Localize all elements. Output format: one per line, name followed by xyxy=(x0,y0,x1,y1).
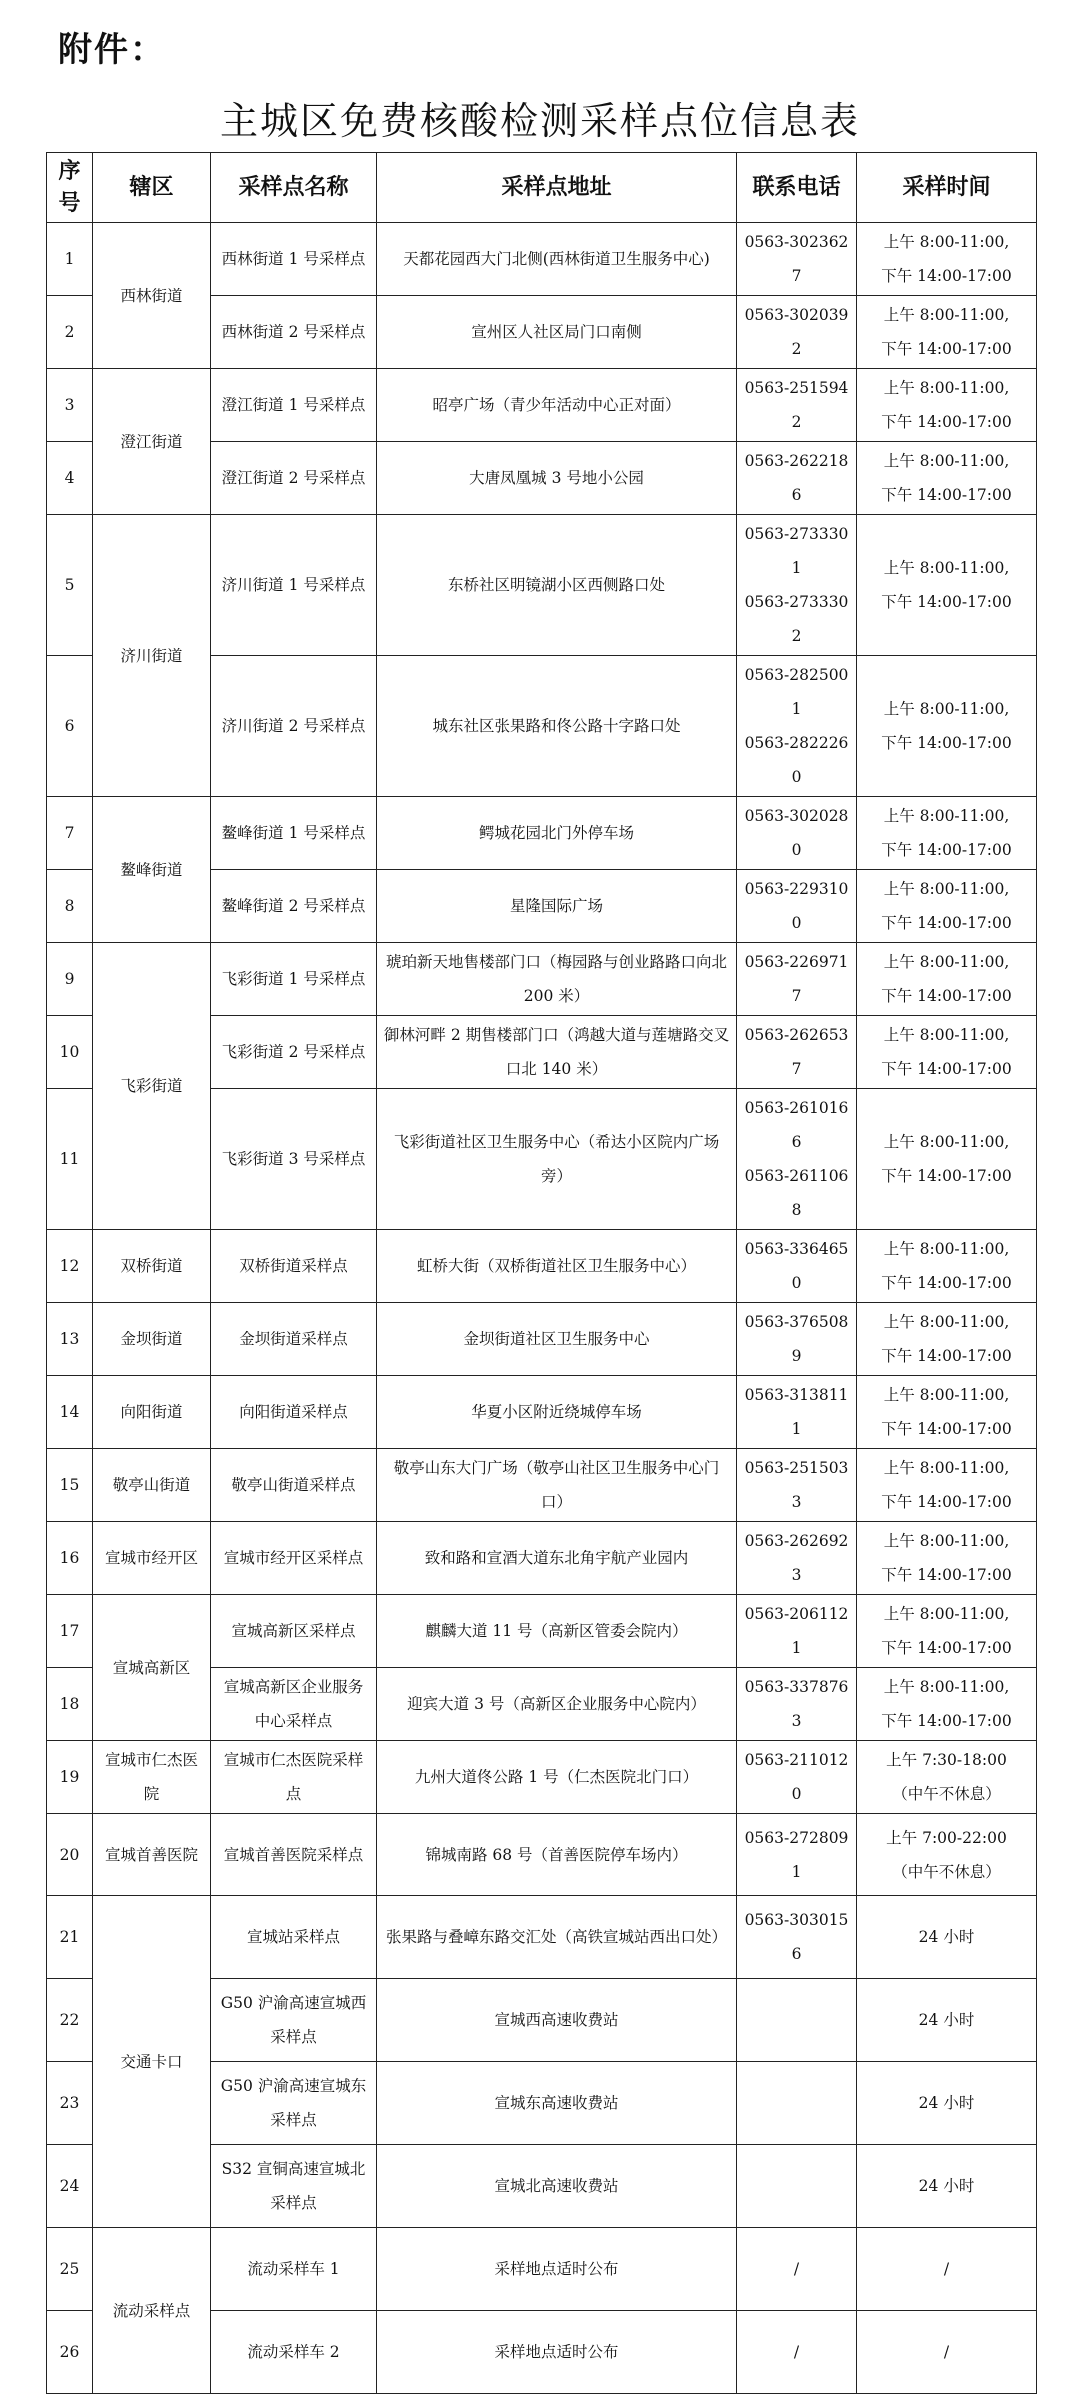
cell-time xyxy=(857,1522,1037,1595)
cell-time xyxy=(857,2311,1037,2394)
table-row xyxy=(47,1376,1037,1449)
phone-line: / xyxy=(793,2260,800,2278)
table-row xyxy=(47,223,1037,296)
cell-address: 琥珀新天地售楼部门口（梅园路与创业路路口向北 200 米） xyxy=(377,943,737,1016)
time-line: 上午 8:00-11:00, xyxy=(883,233,1010,251)
cell-address: 麒麟大道 11 号（高新区管委会院内） xyxy=(377,1595,737,1668)
cell-name: 济川街道 2 号采样点 xyxy=(211,656,377,797)
phone-line: 1 xyxy=(791,1862,802,1881)
cell-name: 宣城高新区采样点 xyxy=(211,1595,377,1668)
cell-seq: 1 xyxy=(47,223,93,296)
time-line: （中午不休息） xyxy=(892,1862,1001,1881)
phone-line: 3 xyxy=(791,1712,802,1730)
cell-name: 双桥街道采样点 xyxy=(211,1230,377,1303)
cell-seq: 3 xyxy=(47,369,93,442)
cell-district: 双桥街道 xyxy=(93,1230,211,1303)
cell-name: 澄江街道 1 号采样点 xyxy=(211,369,377,442)
phone-line: 9 xyxy=(791,1347,802,1365)
cell-time xyxy=(857,223,1037,296)
cell-name: 西林街道 1 号采样点 xyxy=(211,223,377,296)
cell-district: 宣城高新区 xyxy=(93,1595,211,1741)
time-line: （中午不休息） xyxy=(892,1785,1001,1803)
time-line: 上午 8:00-11:00, xyxy=(883,1459,1010,1477)
time-line: 下午 14:00-17:00 xyxy=(881,1712,1012,1730)
phone-line: 7 xyxy=(791,267,802,285)
phone-line: 0 xyxy=(791,768,802,786)
cell-name: 飞彩街道 2 号采样点 xyxy=(211,1016,377,1089)
cell-phone xyxy=(737,1016,857,1089)
time-line: 上午 8:00-11:00, xyxy=(883,807,1010,825)
cell-district: 宣城市仁杰医院 xyxy=(93,1741,211,1814)
time-line: 上午 7:30-18:00 xyxy=(886,1751,1007,1769)
cell-name: G50 沪渝高速宣城东采样点 xyxy=(211,2062,377,2145)
header-time: 采样时间 xyxy=(857,153,1037,223)
time-line: 上午 8:00-11:00, xyxy=(883,452,1010,470)
cell-phone xyxy=(737,943,857,1016)
phone-line: 0563-302028 xyxy=(744,807,849,825)
phone-line: 0563-251503 xyxy=(744,1459,849,1477)
time-line: 上午 8:00-11:00, xyxy=(883,1133,1010,1151)
phone-line: 7 xyxy=(791,1060,802,1078)
time-line: 下午 14:00-17:00 xyxy=(881,1566,1012,1584)
phone-line: 1 xyxy=(791,1420,802,1438)
time-line: 上午 8:00-11:00, xyxy=(883,379,1010,397)
cell-address: 天都花园西大门北侧(西林街道卫生服务中心) xyxy=(377,223,737,296)
cell-time xyxy=(857,1303,1037,1376)
cell-time xyxy=(857,2062,1037,2145)
cell-name: 飞彩街道 3 号采样点 xyxy=(211,1089,377,1230)
time-line: 下午 14:00-17:00 xyxy=(881,914,1012,932)
cell-name: 鳌峰街道 2 号采样点 xyxy=(211,870,377,943)
cell-phone xyxy=(737,369,857,442)
cell-address: 采样地点适时公布 xyxy=(377,2311,737,2394)
time-line: 下午 14:00-17:00 xyxy=(881,340,1012,358)
phone-line: 2 xyxy=(791,413,802,431)
table-row xyxy=(47,369,1037,442)
phone-line: 0563-272809 xyxy=(744,1828,849,1847)
time-line: 下午 14:00-17:00 xyxy=(881,1274,1012,1292)
cell-phone xyxy=(737,515,857,656)
phone-line: 0 xyxy=(791,841,802,859)
cell-seq: 23 xyxy=(47,2062,93,2145)
time-line: 下午 14:00-17:00 xyxy=(881,1060,1012,1078)
cell-address: 致和路和宣酒大道东北角宇航产业园内 xyxy=(377,1522,737,1595)
phone-line: 6 xyxy=(791,1945,802,1963)
time-line: / xyxy=(943,2343,950,2361)
table-row xyxy=(47,1814,1037,1896)
cell-address: 宣城西高速收费站 xyxy=(377,1979,737,2062)
cell-address: 采样地点适时公布 xyxy=(377,2228,737,2311)
cell-phone xyxy=(737,1089,857,1230)
cell-seq: 7 xyxy=(47,797,93,870)
cell-seq: 12 xyxy=(47,1230,93,1303)
header-seq: 序号 xyxy=(47,153,93,223)
cell-phone xyxy=(737,797,857,870)
cell-name: 流动采样车 1 xyxy=(211,2228,377,2311)
table-header-row xyxy=(47,153,1037,223)
phone-line: / xyxy=(793,2343,800,2361)
cell-address: 鳄城花园北门外停车场 xyxy=(377,797,737,870)
cell-district: 宣城首善医院 xyxy=(93,1814,211,1896)
cell-district: 澄江街道 xyxy=(93,369,211,515)
time-line: 上午 8:00-11:00, xyxy=(883,1026,1010,1044)
phone-line: 0563-273330 xyxy=(744,593,849,611)
cell-seq: 26 xyxy=(47,2311,93,2394)
cell-district: 流动采样点 xyxy=(93,2228,211,2394)
cell-name: 宣城市仁杰医院采样点 xyxy=(211,1741,377,1814)
cell-seq: 17 xyxy=(47,1595,93,1668)
cell-time xyxy=(857,1376,1037,1449)
cell-district: 飞彩街道 xyxy=(93,943,211,1230)
cell-name: 向阳街道采样点 xyxy=(211,1376,377,1449)
time-line: 下午 14:00-17:00 xyxy=(881,267,1012,285)
time-line: 下午 14:00-17:00 xyxy=(881,593,1012,611)
cell-district: 向阳街道 xyxy=(93,1376,211,1449)
phone-line: 1 xyxy=(791,1639,802,1657)
time-line: 24 小时 xyxy=(918,2177,975,2195)
phone-line: 0563-226971 xyxy=(744,953,849,971)
cell-seq: 18 xyxy=(47,1668,93,1741)
time-line: 下午 14:00-17:00 xyxy=(881,1167,1012,1185)
cell-address: 华夏小区附近绕城停车场 xyxy=(377,1376,737,1449)
cell-phone xyxy=(737,1595,857,1668)
phone-line: 6 xyxy=(791,1133,802,1151)
table-row xyxy=(47,1303,1037,1376)
cell-time xyxy=(857,1230,1037,1303)
phone-line: 0 xyxy=(791,1785,802,1803)
cell-phone xyxy=(737,1376,857,1449)
cell-time xyxy=(857,870,1037,943)
cell-phone xyxy=(737,1741,857,1814)
phone-line: 8 xyxy=(791,1201,802,1219)
phone-line: 0563-262653 xyxy=(744,1026,849,1044)
time-line: 上午 8:00-11:00, xyxy=(883,1240,1010,1258)
cell-address: 宣州区人社区局门口南侧 xyxy=(377,296,737,369)
phone-line: 0563-282226 xyxy=(744,734,849,752)
cell-seq: 5 xyxy=(47,515,93,656)
phone-line: 0563-302362 xyxy=(744,233,849,251)
table-body xyxy=(47,223,1037,2394)
cell-phone xyxy=(737,2311,857,2394)
time-line: 上午 8:00-11:00, xyxy=(883,306,1010,324)
phone-line: 0563-337876 xyxy=(744,1678,849,1696)
time-line: 下午 14:00-17:00 xyxy=(881,1493,1012,1511)
time-line: 下午 14:00-17:00 xyxy=(881,1639,1012,1657)
phone-line: 0563-206112 xyxy=(744,1605,849,1623)
cell-district: 宣城市经开区 xyxy=(93,1522,211,1595)
phone-line: 0563-303015 xyxy=(744,1911,849,1929)
page-title: 主城区免费核酸检测采样点位信息表 xyxy=(219,99,860,143)
cell-address: 敬亭山东大门广场（敬亭山社区卫生服务中心门口） xyxy=(377,1449,737,1522)
cell-phone xyxy=(737,1668,857,1741)
cell-phone xyxy=(737,1896,857,1979)
cell-name: 宣城首善医院采样点 xyxy=(211,1814,377,1896)
time-line: 下午 14:00-17:00 xyxy=(881,1347,1012,1365)
cell-name: 宣城站采样点 xyxy=(211,1896,377,1979)
phone-line: 0563-336465 xyxy=(744,1240,849,1258)
cell-address: 大唐凤凰城 3 号地小公园 xyxy=(377,442,737,515)
cell-time xyxy=(857,656,1037,797)
phone-line: 0563-313811 xyxy=(744,1386,849,1404)
time-line: / xyxy=(943,2260,950,2278)
cell-address: 御林河畔 2 期售楼部门口（鸿越大道与莲塘路交叉口北 140 米） xyxy=(377,1016,737,1089)
cell-name: 敬亭山街道采样点 xyxy=(211,1449,377,1522)
attachment-label: 附件： xyxy=(58,30,166,70)
cell-seq: 11 xyxy=(47,1089,93,1230)
cell-phone xyxy=(737,442,857,515)
cell-time xyxy=(857,943,1037,1016)
table-row xyxy=(47,1741,1037,1814)
cell-address: 迎宾大道 3 号（高新区企业服务中心院内） xyxy=(377,1668,737,1741)
cell-address: 星隆国际广场 xyxy=(377,870,737,943)
cell-phone xyxy=(737,223,857,296)
phone-line: 3 xyxy=(791,1493,802,1511)
time-line: 下午 14:00-17:00 xyxy=(881,841,1012,859)
cell-phone xyxy=(737,1979,857,2062)
cell-phone xyxy=(737,1303,857,1376)
table-row xyxy=(47,1449,1037,1522)
time-line: 24 小时 xyxy=(918,2094,975,2112)
time-line: 24 小时 xyxy=(918,2011,975,2029)
phone-line: 0563-229310 xyxy=(744,880,849,898)
sampling-sites-table xyxy=(46,152,1037,2394)
cell-time xyxy=(857,797,1037,870)
cell-time xyxy=(857,1741,1037,1814)
table-row xyxy=(47,943,1037,1016)
table-row xyxy=(47,2228,1037,2311)
cell-seq: 14 xyxy=(47,1376,93,1449)
phone-line: 7 xyxy=(791,987,802,1005)
cell-name: 宣城市经开区采样点 xyxy=(211,1522,377,1595)
cell-phone xyxy=(737,656,857,797)
cell-address: 锦城南路 68 号（首善医院停车场内） xyxy=(377,1814,737,1896)
time-line: 上午 8:00-11:00, xyxy=(883,880,1010,898)
cell-name: 流动采样车 2 xyxy=(211,2311,377,2394)
cell-seq: 2 xyxy=(47,296,93,369)
phone-line: 3 xyxy=(791,1566,802,1584)
cell-time xyxy=(857,369,1037,442)
cell-district: 交通卡口 xyxy=(93,1896,211,2228)
phone-line: 0563-282500 xyxy=(744,666,849,684)
phone-line: 0563-376508 xyxy=(744,1313,849,1331)
time-line: 上午 8:00-11:00, xyxy=(883,1678,1010,1696)
cell-address: 九州大道佟公路 1 号（仁杰医院北门口） xyxy=(377,1741,737,1814)
time-line: 上午 8:00-11:00, xyxy=(883,1386,1010,1404)
cell-seq: 16 xyxy=(47,1522,93,1595)
cell-seq: 4 xyxy=(47,442,93,515)
cell-time xyxy=(857,1668,1037,1741)
cell-address: 东桥社区明镜湖小区西侧路口处 xyxy=(377,515,737,656)
cell-seq: 10 xyxy=(47,1016,93,1089)
cell-seq: 25 xyxy=(47,2228,93,2311)
cell-time xyxy=(857,442,1037,515)
cell-phone xyxy=(737,1449,857,1522)
time-line: 上午 8:00-11:00, xyxy=(883,559,1010,577)
cell-name: 宣城高新区企业服务中心采样点 xyxy=(211,1668,377,1741)
table-row xyxy=(47,1230,1037,1303)
phone-line: 1 xyxy=(791,559,802,577)
cell-name: 飞彩街道 1 号采样点 xyxy=(211,943,377,1016)
cell-address: 飞彩街道社区卫生服务中心（希达小区院内广场旁） xyxy=(377,1089,737,1230)
phone-line: 0 xyxy=(791,914,802,932)
cell-phone xyxy=(737,2062,857,2145)
cell-seq: 6 xyxy=(47,656,93,797)
cell-time xyxy=(857,1979,1037,2062)
table-row xyxy=(47,1896,1037,1979)
table-row xyxy=(47,1595,1037,1668)
time-line: 上午 7:00-22:00 xyxy=(886,1828,1007,1847)
phone-line: 6 xyxy=(791,486,802,504)
cell-district: 济川街道 xyxy=(93,515,211,797)
cell-seq: 13 xyxy=(47,1303,93,1376)
cell-name: 金坝街道采样点 xyxy=(211,1303,377,1376)
cell-phone xyxy=(737,2145,857,2228)
table-row xyxy=(47,515,1037,656)
time-line: 下午 14:00-17:00 xyxy=(881,486,1012,504)
time-line: 下午 14:00-17:00 xyxy=(881,987,1012,1005)
cell-address: 金坝街道社区卫生服务中心 xyxy=(377,1303,737,1376)
cell-address: 虹桥大街（双桥街道社区卫生服务中心） xyxy=(377,1230,737,1303)
phone-line: 0563-261106 xyxy=(744,1167,849,1185)
time-line: 下午 14:00-17:00 xyxy=(881,413,1012,431)
time-line: 上午 8:00-11:00, xyxy=(883,953,1010,971)
phone-line: 0563-262218 xyxy=(744,452,849,470)
cell-address: 张果路与叠嶂东路交汇处（高铁宣城站西出口处） xyxy=(377,1896,737,1979)
cell-time xyxy=(857,515,1037,656)
cell-seq: 24 xyxy=(47,2145,93,2228)
cell-name: S32 宣铜高速宣城北采样点 xyxy=(211,2145,377,2228)
time-line: 下午 14:00-17:00 xyxy=(881,734,1012,752)
phone-line: 0563-211012 xyxy=(744,1751,849,1769)
header-address: 采样点地址 xyxy=(377,153,737,223)
cell-name: G50 沪渝高速宣城西采样点 xyxy=(211,1979,377,2062)
cell-phone xyxy=(737,1230,857,1303)
cell-seq: 22 xyxy=(47,1979,93,2062)
cell-name: 西林街道 2 号采样点 xyxy=(211,296,377,369)
cell-phone xyxy=(737,296,857,369)
cell-district: 金坝街道 xyxy=(93,1303,211,1376)
time-line: 上午 8:00-11:00, xyxy=(883,1532,1010,1550)
phone-line: 2 xyxy=(791,627,802,645)
cell-seq: 20 xyxy=(47,1814,93,1896)
cell-phone xyxy=(737,870,857,943)
phone-line: 1 xyxy=(791,700,802,718)
cell-address: 宣城东高速收费站 xyxy=(377,2062,737,2145)
cell-address: 宣城北高速收费站 xyxy=(377,2145,737,2228)
time-line: 上午 8:00-11:00, xyxy=(883,1605,1010,1623)
cell-time xyxy=(857,1896,1037,1979)
cell-time xyxy=(857,2145,1037,2228)
time-line: 下午 14:00-17:00 xyxy=(881,1420,1012,1438)
time-line: 上午 8:00-11:00, xyxy=(883,1313,1010,1331)
cell-time xyxy=(857,1814,1037,1896)
cell-name: 鳌峰街道 1 号采样点 xyxy=(211,797,377,870)
phone-line: 0563-273330 xyxy=(744,525,849,543)
cell-phone xyxy=(737,1522,857,1595)
phone-line: 0563-262692 xyxy=(744,1532,849,1550)
table-row xyxy=(47,1522,1037,1595)
cell-seq: 15 xyxy=(47,1449,93,1522)
cell-district: 敬亭山街道 xyxy=(93,1449,211,1522)
phone-line: 0563-302039 xyxy=(744,306,849,324)
phone-line: 0563-251594 xyxy=(744,379,849,397)
cell-phone xyxy=(737,2228,857,2311)
cell-time xyxy=(857,2228,1037,2311)
cell-seq: 21 xyxy=(47,1896,93,1979)
cell-address: 城东社区张果路和佟公路十字路口处 xyxy=(377,656,737,797)
cell-time xyxy=(857,296,1037,369)
cell-seq: 9 xyxy=(47,943,93,1016)
cell-seq: 19 xyxy=(47,1741,93,1814)
header-name: 采样点名称 xyxy=(211,153,377,223)
table-row xyxy=(47,797,1037,870)
cell-time xyxy=(857,1089,1037,1230)
phone-line: 2 xyxy=(791,340,802,358)
cell-name: 济川街道 1 号采样点 xyxy=(211,515,377,656)
cell-phone xyxy=(737,1814,857,1896)
phone-line: 0 xyxy=(791,1274,802,1292)
time-line: 上午 8:00-11:00, xyxy=(883,700,1010,718)
cell-district: 西林街道 xyxy=(93,223,211,369)
cell-name: 澄江街道 2 号采样点 xyxy=(211,442,377,515)
time-line: 24 小时 xyxy=(918,1928,975,1946)
header-district: 辖区 xyxy=(93,153,211,223)
cell-district: 鳌峰街道 xyxy=(93,797,211,943)
cell-seq: 8 xyxy=(47,870,93,943)
cell-time xyxy=(857,1449,1037,1522)
cell-time xyxy=(857,1016,1037,1089)
cell-address: 昭亭广场（青少年活动中心正对面） xyxy=(377,369,737,442)
phone-line: 0563-261016 xyxy=(744,1099,849,1117)
cell-time xyxy=(857,1595,1037,1668)
header-phone: 联系电话 xyxy=(737,153,857,223)
